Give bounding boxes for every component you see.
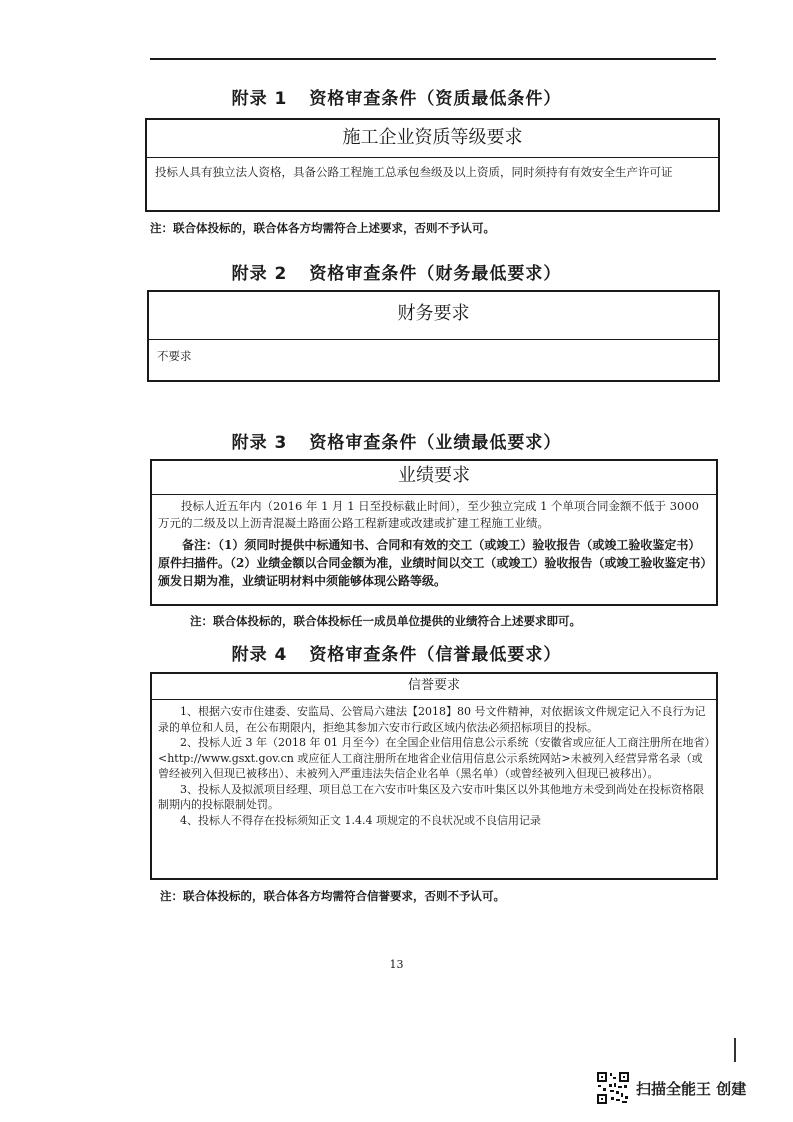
section4-item-2: 2、投标人近 3 年（2018 年 01 月至今）在全国企业信用信息公示系统（安徽省或应征人工商注册所在地省）<http://www.gsxt.gov.cn 或应征人工商注册所在地省企业信用信息公示系统网站>未被列入经营异常名录（或曾经被列入但现已被移出）、未被列入严重违法失信企业名单（黑名单）（或曾经被列入但现已被移出）。 <box>158 736 710 780</box>
margin-mark <box>734 1038 736 1062</box>
top-rule <box>150 58 716 60</box>
section4-item-1: 1、根据六安市住建委、安监局、公管局六建法【2018】80 号文件精神，对依据该文件规定记入不良行为记录的单位和人员，在公布期限内，拒绝其参加六安市行政区域内依法必须招标项目的投标。 <box>158 705 706 734</box>
section1-box-header: 施工企业资质等级要求 <box>147 120 718 158</box>
section3-box <box>150 459 718 606</box>
section3-num: 附录 3 <box>231 433 288 453</box>
qr-code-icon <box>596 1071 630 1105</box>
section4-box <box>150 672 718 880</box>
section3-box-header: 业绩要求 <box>152 461 716 495</box>
section3-note: 注：联合体投标的，联合体投标任一成员单位提供的业绩符合上述要求即可。 <box>190 614 581 628</box>
section3-heading: 资格审查条件（业绩最低要求） <box>309 433 562 453</box>
section4-item-4: 4、投标人不得存在投标须知正文 1.4.4 项规定的不良状况或不良信用记录 <box>180 813 541 827</box>
section3-body: 投标人近五年内（2016 年 1 月 1 日至投标截止时间），至少独立完成 1 个单项合同金额不低于 3000 万元的二级及以上沥青混凝土路面公路工程新建或改建或扩建工程施工业绩。 <box>158 499 699 530</box>
section2-num: 附录 2 <box>231 264 288 284</box>
section2-title <box>0 259 793 284</box>
section1-box <box>145 118 720 212</box>
section2-heading: 资格审查条件（财务最低要求） <box>309 264 562 284</box>
section2-box-header: 财务要求 <box>149 292 718 340</box>
section2-box <box>147 290 720 382</box>
section1-box-body: 投标人具有独立法人资格，具备公路工程施工总承包叁级及以上资质，同时须持有有效安全生产许可证 <box>155 165 673 179</box>
section4-item-3: 3、投标人及拟派项目经理、项目总工在六安市叶集区及六安市叶集区以外其他地方未受到尚处在投标资格限制期内的投标限制处罚。 <box>158 782 704 811</box>
section4-box-header: 信誉要求 <box>152 674 716 700</box>
section4-num: 附录 4 <box>231 645 288 665</box>
section4-title <box>0 640 793 665</box>
page-number: 13 <box>389 958 404 971</box>
section3-title <box>0 428 793 453</box>
section1-num: 附录 1 <box>231 89 288 109</box>
section1-heading: 资格审查条件（资质最低条件） <box>309 89 562 109</box>
section1-title <box>0 84 793 109</box>
section4-note: 注：联合体投标的，联合体各方均需符合信誉要求，否则不予认可。 <box>160 889 505 903</box>
section2-box-body: 不要求 <box>157 349 192 363</box>
section4-heading: 资格审查条件（信誉最低要求） <box>309 645 562 665</box>
brand-watermark: 扫描全能王 创建 <box>636 1080 747 1098</box>
section3-remark: 备注：（1）须同时提供中标通知书、合同和有效的交工（或竣工）验收报告（或竣工验收鉴定书）原件扫描件。（2）业绩金额以合同金额为准，业绩时间以交工（或竣工）验收报告（或竣工验收鉴定书）颁发日期为准，业绩证明材料中须能够体现公路等级。 <box>158 538 707 588</box>
section1-note: 注：联合体投标的，联合体各方均需符合上述要求，否则不予认可。 <box>150 221 495 235</box>
